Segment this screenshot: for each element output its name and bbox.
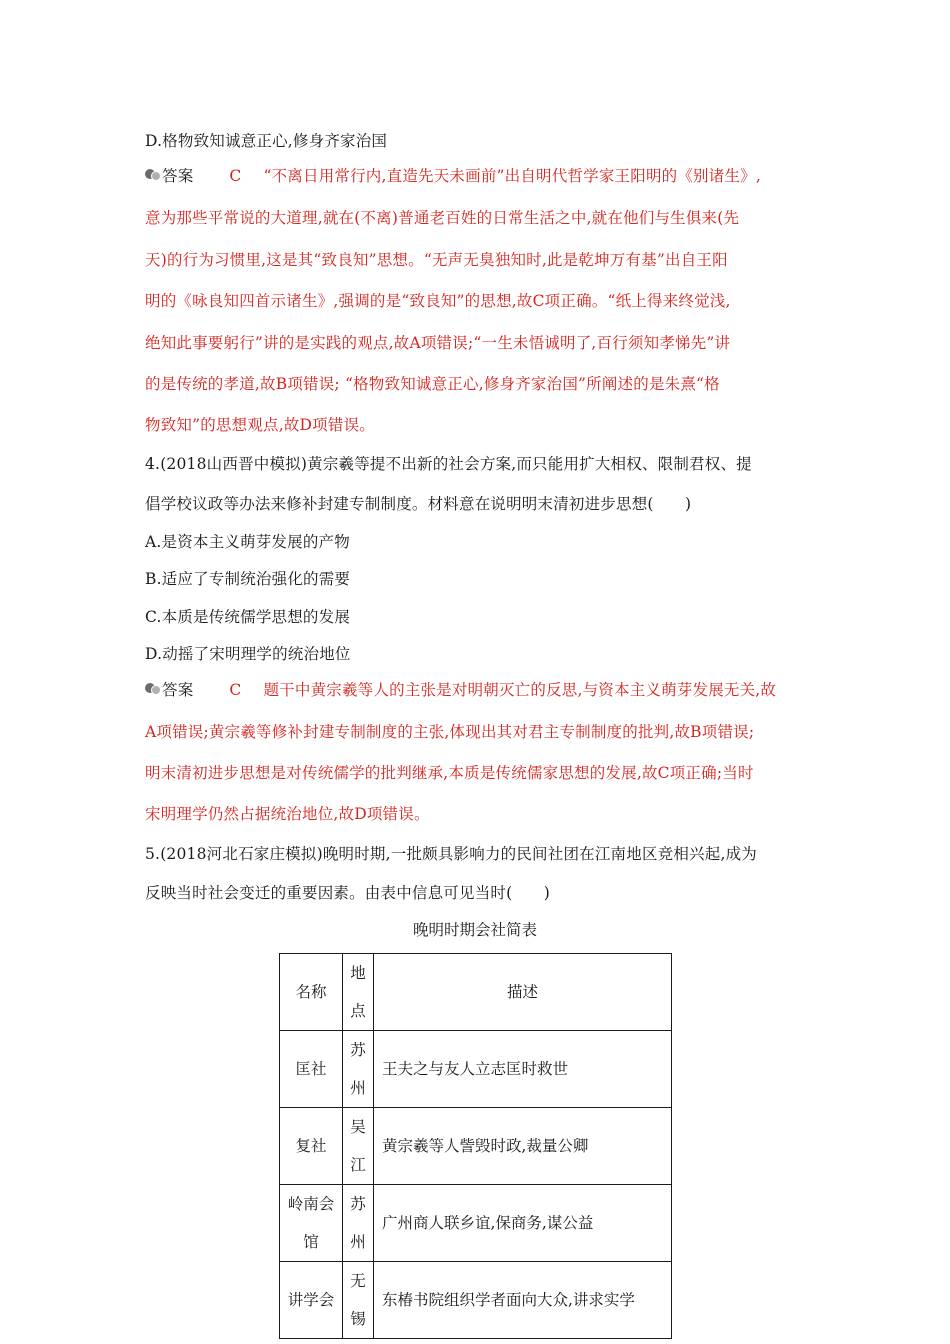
answer-letter: C <box>229 167 242 185</box>
table-header-row <box>280 954 672 1031</box>
table-cell: 东椿书院组织学者面向大众,讲求实学 <box>374 1262 672 1339</box>
table-row <box>280 1185 672 1262</box>
explanation-line: 的是传统的孝道,故B项错误; “格物致知诚意正心,修身齐家治国”所阐述的是朱熹“格 <box>145 375 720 393</box>
table-cell: 无锡 <box>343 1262 374 1339</box>
q4-option-c: C.本质是传统儒学思想的发展 <box>145 608 351 626</box>
table-header: 描述 <box>374 954 672 1031</box>
table-header: 名称 <box>280 954 343 1031</box>
table-cell: 匡社 <box>280 1031 343 1108</box>
explanation-line: 明末清初进步思想是对传统儒学的批判继承,本质是传统儒家思想的发展,故C项正确;当时 <box>145 764 754 782</box>
explanation-line: 绝知此事要躬行”讲的是实践的观点,故A项错误;“一生未悟诚明了,百行须知孝悌先”讲 <box>145 334 731 352</box>
table-row <box>280 1031 672 1108</box>
explanation-line: A项错误;黄宗羲等修补封建专制制度的主张,体现出其对君主专制制度的批判,故B项错误; <box>145 723 755 741</box>
table-row <box>280 1262 672 1339</box>
table-cell: 王夫之与友人立志匡时救世 <box>374 1031 672 1108</box>
q5-stem-line: 5.(2018河北石家庄模拟)晚明时期,一批颇具影响力的民间社团在江南地区竞相兴起,成为 <box>145 845 757 863</box>
explanation-line: 天)的行为习惯里,这是其“致良知”思想。“无声无臭独知时,此是乾坤万有基”出自王阳 <box>145 251 728 269</box>
q3-answer-line <box>145 164 761 186</box>
table-cell: 岭南会馆 <box>280 1185 343 1262</box>
q5-stem-line: 反映当时社会变迁的重要因素。由表中信息可见当时( ) <box>145 884 550 902</box>
explanation-line: “不离日用常行内,直造先天未画前”出自明代哲学家王阳明的《别诸生》, <box>263 167 761 185</box>
table-cell: 讲学会 <box>280 1262 343 1339</box>
explanation-line: 意为那些平常说的大道理,就在(不离)普通老百姓的日常生活之中,就在他们与生俱来(先 <box>145 209 740 227</box>
q4-option-a: A.是资本主义萌芽发展的产物 <box>145 533 350 551</box>
table-cell: 复社 <box>280 1108 343 1185</box>
table-cell: 苏州 <box>343 1031 374 1108</box>
explanation-line: 题干中黄宗羲等人的主张是对明朝灭亡的反思,与资本主义萌芽发展无关,故 <box>263 681 777 699</box>
table-cell: 黄宗羲等人訾毁时政,裁量公卿 <box>374 1108 672 1185</box>
table-cell: 广州商人联乡谊,保商务,谋公益 <box>374 1185 672 1262</box>
q4-stem-line: 倡学校议政等办法来修补封建专制制度。材料意在说明明末清初进步思想( ) <box>145 495 692 513</box>
q3-option-d: D.格物致知诚意正心,修身齐家治国 <box>145 132 388 150</box>
table-row <box>280 1108 672 1185</box>
q4-option-d: D.动摇了宋明理学的统治地位 <box>145 645 351 663</box>
answer-label: 答案 <box>162 681 194 699</box>
q4-stem-line: 4.(2018山西晋中模拟)黄宗羲等提不出新的社会方案,而只能用扩大相权、限制君权、提 <box>145 455 752 473</box>
table-header: 地点 <box>343 954 374 1031</box>
table-cell: 吴江 <box>343 1108 374 1185</box>
explanation-line: 明的《咏良知四首示诸生》,强调的是“致良知”的思想,故C项正确。“纸上得来终觉浅, <box>145 292 731 310</box>
answer-label: 答案 <box>162 167 194 185</box>
table-title: 晚明时期会社简表 <box>412 921 537 939</box>
answer-icon <box>145 682 159 696</box>
q4-answer-line <box>145 678 776 700</box>
answer-icon <box>145 168 159 182</box>
q4-option-b: B.适应了专制统治强化的需要 <box>145 570 351 588</box>
societies-table <box>279 953 672 1339</box>
explanation-line: 物致知”的思想观点,故D项错误。 <box>145 416 375 434</box>
explanation-line: 宋明理学仍然占据统治地位,故D项错误。 <box>145 805 430 823</box>
answer-letter: C <box>229 681 242 699</box>
table-cell: 苏州 <box>343 1185 374 1262</box>
